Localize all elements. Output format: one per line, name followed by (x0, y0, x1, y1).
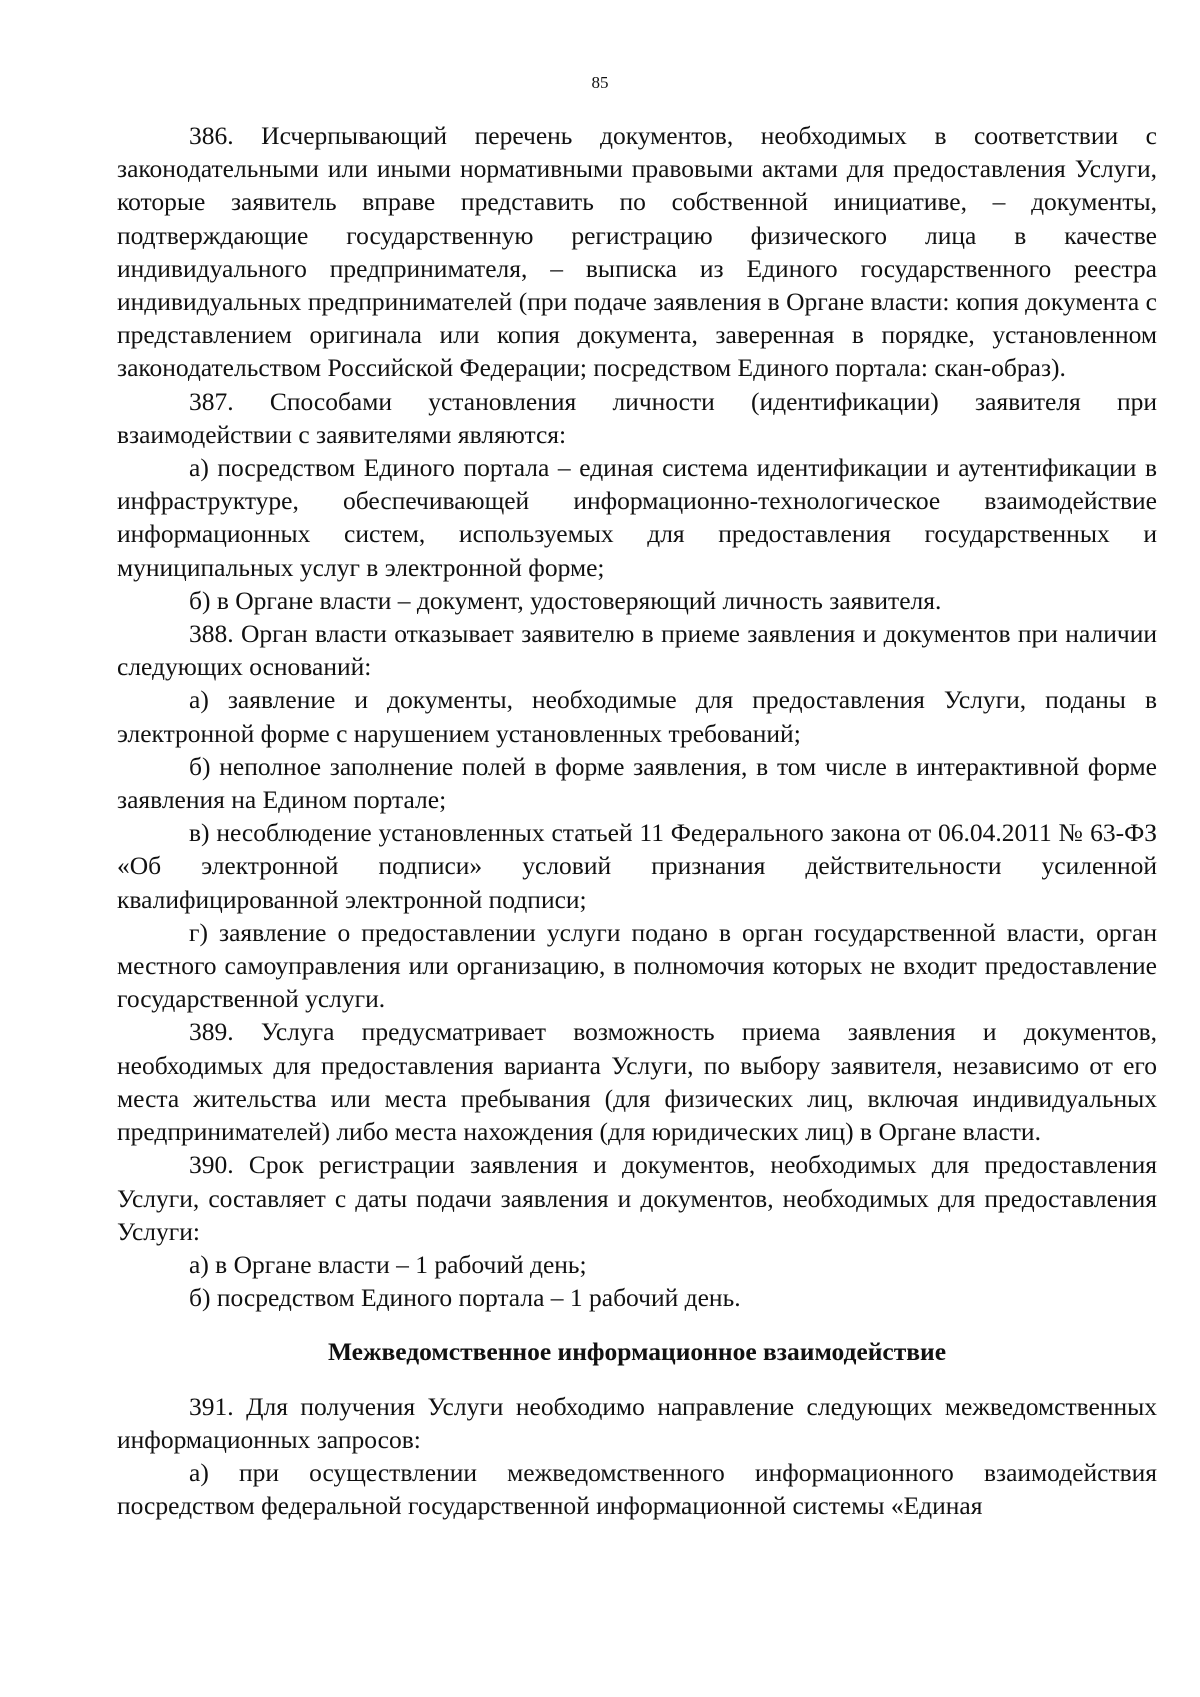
paragraph-390-b: б) посредством Единого портала – 1 рабочий день. (189, 1283, 741, 1313)
paragraph-388-b: б) неполное заполнение полей в форме заявления, в том числе в интерактивной форме заявления на Едином портале; (117, 751, 1157, 815)
paragraph-390-a: а) в Органе власти – 1 рабочий день; (189, 1249, 587, 1279)
paragraph-388-a: а) заявление и документы, необходимые для предоставления Услуги, поданы в электронной форме с нарушением установленных требований; (117, 685, 1157, 748)
paragraph-387-b: б) в Органе власти – документ, удостоверяющий личность заявителя. (189, 585, 942, 615)
paragraph-386: 386. Исчерпывающий перечень документов, необходимых в соответствии с законодательными или иными нормативными правовыми актами для предоставления Услуги, которые заявитель вправе представить по собственной инициативе, – документы, подтверждающие государственную регистрацию физического лица в качестве индивидуального предпринимателя, – выписка из Единого государственного реестра индивидуальных предпринимателей (при подаче заявления в Органе власти: копия документа с представлением оригинала или копия документа, заверенная в порядке, установленном законодательством Российской Федерации; посредством Единого портала: скан-образ). (117, 121, 1157, 383)
section-heading: Межведомственное информационное взаимодействие (327, 1337, 947, 1367)
paragraph-391-a: а) при осуществлении межведомственного информационного взаимодействия посредством федеральной государственной информационной системы «Единая (117, 1457, 1157, 1521)
paragraph-388: 388. Орган власти отказывает заявителю в приеме заявления и документов при наличии следующих оснований: (117, 619, 1157, 682)
paragraph-387: 387. Способами установления личности (идентификации) заявителя при взаимодействии с заявителями являются: (117, 386, 1157, 449)
paragraph-389: 389. Услуга предусматривает возможность приема заявления и документов, необходимых для предоставления варианта Услуги, по выбору заявителя, независимо от его места жительства или места пребывания (для физических лиц, включая индивидуальных предпринимателей) либо места нахождения (для юридических лиц) в Органе власти. (117, 1017, 1157, 1147)
paragraph-391: 391. Для получения Услуги необходимо направление следующих межведомственных информационных запросов: (117, 1391, 1157, 1454)
paragraph-388-g: г) заявление о предоставлении услуги подано в орган государственной власти, орган местного самоуправления или организацию, в полномочия которых не входит предоставление государственной услуги. (117, 917, 1157, 1014)
paragraph-390: 390. Срок регистрации заявления и документов, необходимых для предоставления Услуги, составляет с даты подачи заявления и документов, необходимых для предоставления Услуги: (117, 1150, 1157, 1246)
paragraph-388-v: в) несоблюдение установленных статьей 11 Федерального закона от 06.04.2011 № 63-ФЗ «Об электронной подписи» условий признания действительности усиленной квалифицированной электронной подписи; (117, 818, 1157, 914)
document-body (117, 119, 1157, 1522)
paragraph-387-a: а) посредством Единого портала – единая система идентификации и аутентификации в инфраструктуре, обеспечивающей информационно-технологическое взаимодействие информационных систем, используемых для предоставления государственных и муниципальных услуг в электронной форме; (117, 453, 1157, 582)
page-number: 85 (591, 73, 609, 92)
